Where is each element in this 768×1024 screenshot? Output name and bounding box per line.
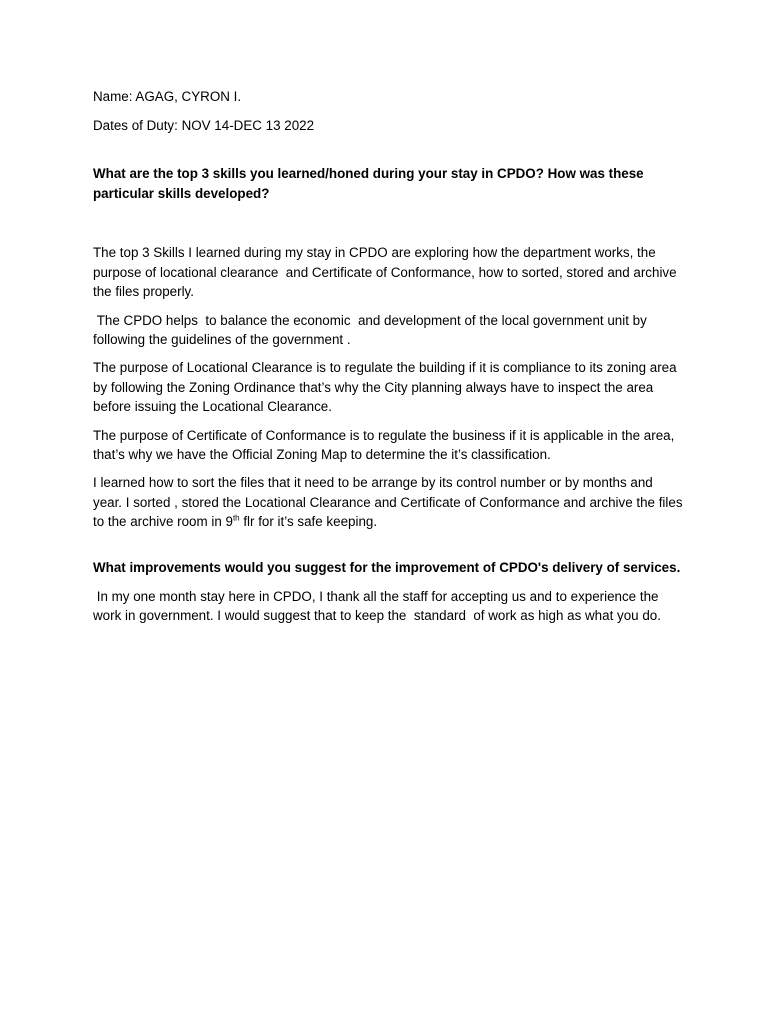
answer-1-paragraph-3: The purpose of Locational Clearance is to regulate the building if it is compliance to its zoning area by following the Zoning Ordinance that’s why the City planning always have to inspect the area before issuing the Locational Clearance. bbox=[93, 360, 677, 414]
answer-1-paragraph-1: The top 3 Skills I learned during my stay in CPDO are exploring how the department works, the purpose of locational clearance and Certificate of Conformance, how to sorted, stored and archive the files properly. bbox=[93, 245, 681, 299]
answer-1-paragraph-5-text: I learned how to sort the files that it need to be arrange by its control number or by months and year. I sorted , stored the Locational Clearance and Certificate of Conformance and archive the files to the archive room in 9 bbox=[93, 475, 683, 529]
answer-1-paragraph-5-tail: flr for it’s safe keeping. bbox=[239, 513, 378, 529]
answer-2-paragraph: In my one month stay here in CPDO, I thank all the staff for accepting us and to experience the work in government. I would suggest that to keep the standard of work as high as what you do. bbox=[93, 588, 663, 623]
dates-of-duty-line: Dates of Duty: NOV 14-DEC 13 2022 bbox=[93, 118, 315, 134]
document-body bbox=[93, 87, 683, 634]
question-1-heading: What are the top 3 skills you learned/honed during your stay in CPDO? How was these particular skills developed? bbox=[93, 166, 644, 201]
answer-1-paragraph-5 bbox=[93, 473, 683, 531]
ordinal-superscript: th bbox=[232, 513, 240, 523]
answer-1-paragraph-4: The purpose of Certificate of Conformance is to regulate the business if it is applicable in the area, that’s why we have the Official Zoning Map to determine the it’s classification. bbox=[93, 427, 675, 462]
answer-1-paragraph-2: The CPDO helps to balance the economic and development of the local government unit by following the guidelines of the government . bbox=[93, 312, 651, 347]
name-line: Name: AGAG, CYRON I. bbox=[93, 89, 242, 104]
question-2-heading: What improvements would you suggest for the improvement of CPDO's delivery of services. bbox=[93, 560, 681, 576]
